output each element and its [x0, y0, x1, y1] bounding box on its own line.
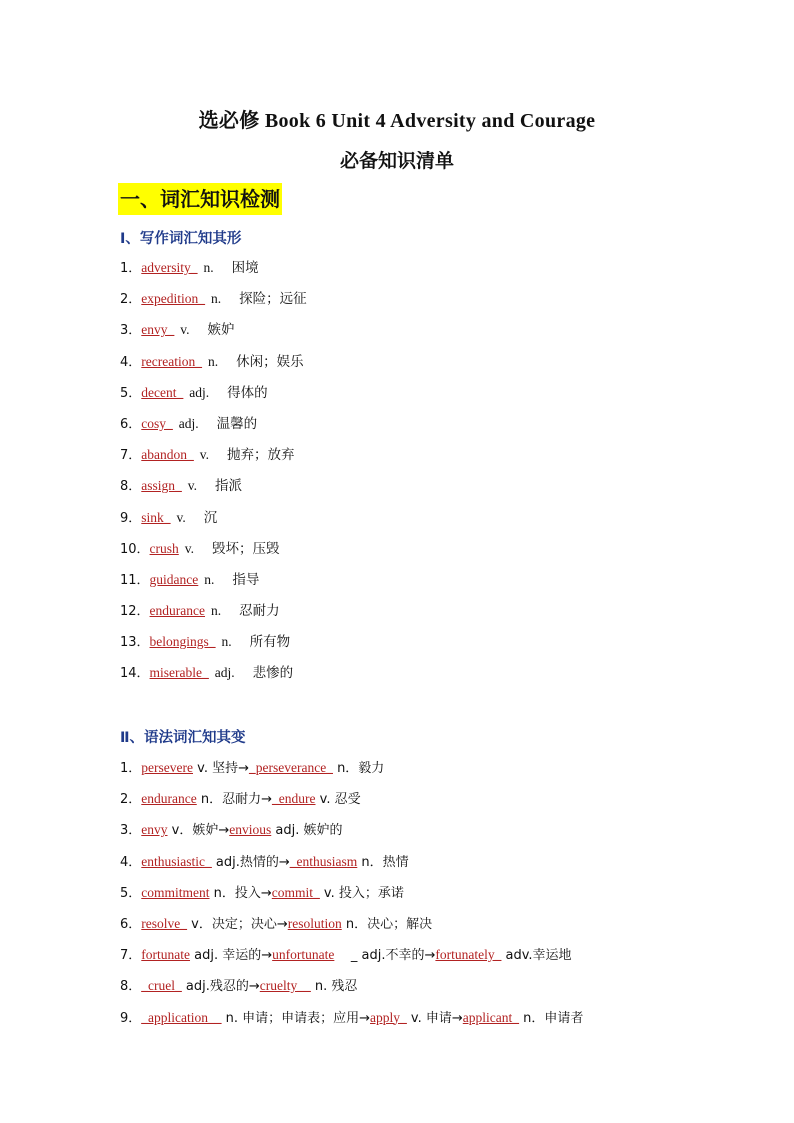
item-text: n．申请者	[519, 1010, 584, 1026]
word-family-item	[120, 943, 583, 974]
item-number: 8．	[120, 979, 142, 995]
word-family-item	[120, 756, 583, 787]
vocab-item	[120, 256, 307, 287]
answer-word: fortunately_	[435, 947, 502, 963]
answer-word: commitment	[141, 884, 210, 900]
word-family-item	[120, 912, 583, 943]
part-of-speech: n.	[211, 291, 222, 307]
grammar-vocab-list	[120, 756, 583, 1037]
part-of-speech: v.	[184, 540, 195, 556]
item-text: n．决心；解决	[341, 916, 433, 932]
vocab-item	[120, 506, 307, 537]
word-family-item	[120, 881, 583, 912]
definition: 悲惨的	[252, 665, 294, 682]
page-title: 选必修 Book 6 Unit 4 Adversity and Courage	[198, 110, 596, 132]
item-text: v．决定；决心→	[187, 916, 288, 932]
answer-word: abandon_	[141, 447, 194, 463]
part-of-speech: adj.	[189, 384, 210, 400]
word-family-item	[120, 818, 583, 849]
part-of-speech: v.	[187, 478, 198, 494]
word-family-item	[120, 850, 583, 881]
definition: 沉	[203, 509, 218, 526]
item-number: 10．	[120, 541, 150, 557]
answer-word: endurance	[141, 791, 197, 807]
item-text: adv.幸运地	[501, 948, 572, 964]
part-of-speech: v.	[199, 447, 210, 463]
item-number: 6．	[120, 416, 142, 432]
writing-vocab-list	[120, 256, 307, 693]
item-text: n．投入→	[209, 885, 272, 901]
part2-heading: Ⅱ、语法词汇知其变	[120, 730, 246, 746]
definition: 得体的	[227, 384, 268, 401]
part-of-speech: adj.	[214, 665, 235, 681]
item-number: 1．	[120, 261, 142, 276]
item-number: 9．	[120, 510, 142, 526]
vocab-item	[120, 599, 307, 630]
vocab-item	[120, 630, 307, 661]
item-text: adj. 幸运的→	[190, 948, 273, 964]
page-subtitle: 必备知识清单	[339, 150, 454, 172]
item-text: v. 申请→	[406, 1010, 463, 1026]
vocab-item	[120, 287, 307, 318]
item-number: 8．	[120, 479, 142, 495]
answer-word: persevere	[141, 760, 193, 775]
answer-word: apply_	[370, 1009, 407, 1025]
answer-word: guidance	[149, 571, 199, 587]
part-of-speech: n.	[208, 353, 219, 369]
definition: 探险；远征	[239, 291, 307, 308]
vocab-item	[120, 661, 307, 692]
vocab-item	[120, 412, 307, 443]
answer-word: _application__	[141, 1009, 222, 1025]
item-number: 5．	[120, 885, 142, 901]
item-number: 3．	[120, 823, 142, 839]
answer-word: crush	[149, 540, 179, 556]
answer-word: enthusiastic_	[141, 853, 212, 869]
answer-word: applicant_	[462, 1009, 520, 1025]
item-text: n．毅力	[332, 761, 385, 776]
item-number: 3．	[120, 323, 142, 339]
answer-word: resolution	[287, 915, 342, 931]
answer-word: commit_	[271, 884, 320, 900]
definition: 温馨的	[216, 415, 258, 432]
item-text: v．嫉妒→	[167, 823, 230, 839]
word-family-item	[120, 974, 583, 1005]
item-number: 9．	[120, 1010, 142, 1026]
item-text: n. 残忍	[310, 979, 358, 995]
answer-word: _enthusiasm	[289, 853, 358, 869]
definition: 嫉妒	[207, 322, 235, 339]
item-text: n．忍耐力→	[196, 792, 273, 808]
answer-word: _perseverance_	[248, 760, 333, 775]
vocab-item	[120, 537, 307, 568]
item-text: adj. 嫉妒的	[271, 823, 343, 839]
item-text: v. 坚持→	[193, 761, 249, 776]
answer-word: unfortunate	[272, 947, 335, 963]
item-number: 6．	[120, 916, 142, 932]
item-text: adj.残忍的→	[181, 979, 260, 995]
item-number: 4．	[120, 854, 142, 870]
definition: 抛弃；放弃	[227, 447, 295, 464]
answer-word: resolve_	[141, 915, 188, 931]
part-of-speech: n.	[211, 603, 222, 619]
part1-heading: Ⅰ、写作词汇知其形	[120, 231, 242, 247]
item-number: 7．	[120, 448, 142, 464]
answer-word: miserable_	[149, 665, 209, 681]
item-text: adj.热情的→	[211, 854, 290, 870]
answer-word: assign_	[141, 478, 182, 494]
definition: 休闲；娱乐	[236, 353, 304, 370]
answer-word: _cruel_	[141, 978, 182, 994]
answer-word: belongings_	[149, 634, 216, 650]
item-number: 5．	[120, 385, 142, 401]
answer-word: envious	[229, 822, 272, 838]
part-of-speech: adj.	[178, 415, 199, 431]
word-family-item	[120, 787, 583, 818]
item-number: 4．	[120, 354, 142, 370]
item-text: _ adj.不幸的→	[334, 948, 436, 964]
definition: 忍耐力	[239, 603, 280, 620]
item-number: 13．	[120, 635, 150, 651]
answer-word: envy	[141, 822, 168, 838]
answer-word: envy_	[141, 322, 175, 338]
vocab-item	[120, 350, 307, 381]
vocab-item	[120, 381, 307, 412]
item-number: 1．	[120, 761, 142, 776]
item-number: 12．	[120, 604, 150, 620]
definition: 指派	[215, 478, 243, 495]
item-number: 7．	[120, 948, 142, 964]
part-of-speech: n.	[204, 571, 215, 587]
answer-word: decent_	[141, 384, 184, 400]
vocab-item	[120, 474, 307, 505]
answer-word: sink_	[141, 509, 171, 525]
answer-word: recreation_	[141, 353, 202, 369]
item-number: 2．	[120, 792, 142, 808]
item-number: 11．	[120, 572, 150, 588]
item-number: 14．	[120, 666, 150, 682]
vocab-item	[120, 568, 307, 599]
definition: 困境	[231, 260, 259, 276]
part-of-speech: n.	[203, 260, 214, 275]
definition: 所有物	[249, 634, 291, 651]
vocab-item	[120, 443, 307, 474]
item-number: 2．	[120, 292, 142, 308]
part-of-speech: n.	[221, 634, 232, 650]
word-family-item	[120, 1006, 583, 1037]
answer-word: fortunate	[141, 947, 191, 963]
item-text: v. 投入；承诺	[319, 885, 404, 901]
vocab-item	[120, 318, 307, 349]
part-of-speech: v.	[176, 509, 186, 525]
item-text: v. 忍受	[315, 792, 361, 808]
answer-word: _endure	[272, 791, 316, 807]
item-text: n. 申请；申请表；应用→	[221, 1010, 371, 1026]
definition: 指导	[232, 571, 260, 588]
item-text: n．热情	[357, 854, 409, 870]
answer-word: expedition_	[141, 291, 206, 307]
answer-word: endurance	[149, 603, 206, 619]
answer-word: cruelty__	[259, 978, 311, 994]
definition: 毁坏；压毁	[212, 540, 280, 557]
answer-word: cosy_	[141, 415, 173, 431]
section-heading-vocabulary: 一、词汇知识检测	[118, 183, 282, 215]
answer-word: adversity_	[141, 260, 198, 275]
part-of-speech: v.	[180, 322, 190, 338]
